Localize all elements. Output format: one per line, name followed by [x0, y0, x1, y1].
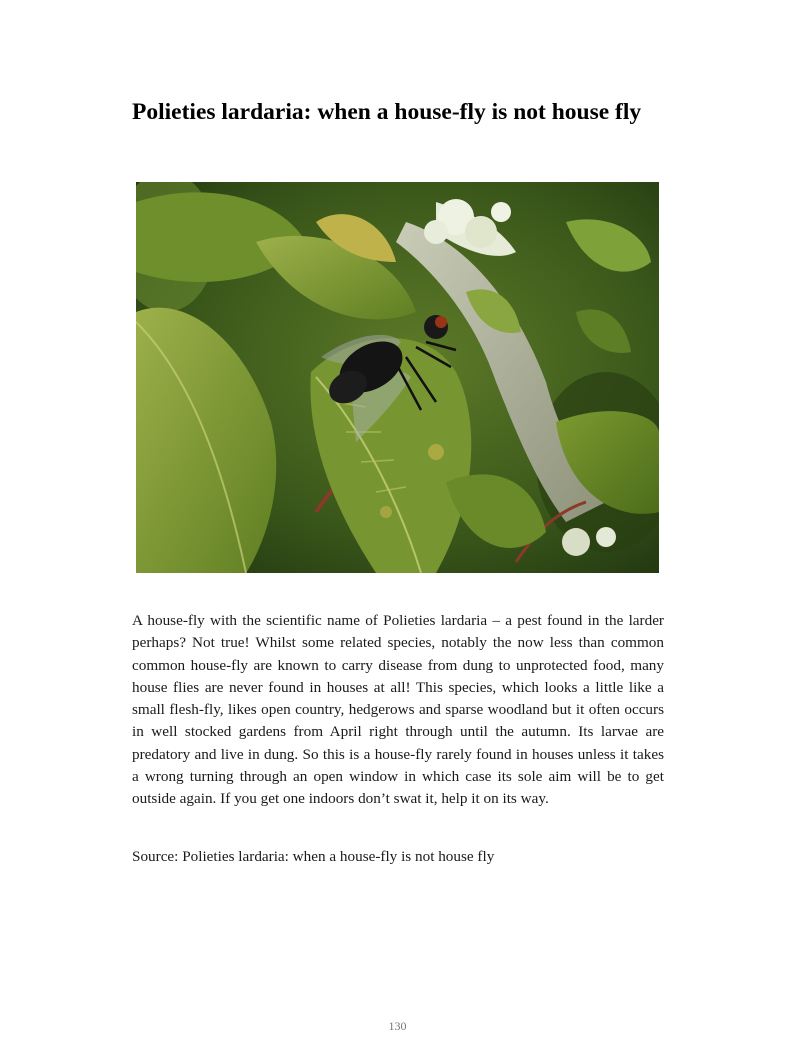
page-title: Polieties lardaria: when a house-fly is not house fly — [132, 99, 642, 125]
fly-on-leaf-photo — [136, 182, 659, 573]
article-body: A house-fly with the scientific name of Polieties lardaria – a pest found in the larder perhaps? Not true! Whilst some related species, notably the now less than common common house-fly are known to carry disease from dung to unprotected food, many house flies are never found in houses at all! This species, which looks a little like a small flesh-fly, likes open country, hedgerows and sparse woodland but it often occurs in well stocked gardens from April right through until the autumn. Its larvae are predatory and live in dung. So this is a house-fly rarely found in houses unless it takes a wrong turning through an open window in which case its sole aim will be to get outside again. If you get one indoors don’t swat it, help it on its way. — [132, 612, 664, 808]
page-number: 130 — [388, 1019, 407, 1033]
source-citation: Source: Polieties lardaria: when a house-fly is not house fly — [132, 848, 495, 865]
